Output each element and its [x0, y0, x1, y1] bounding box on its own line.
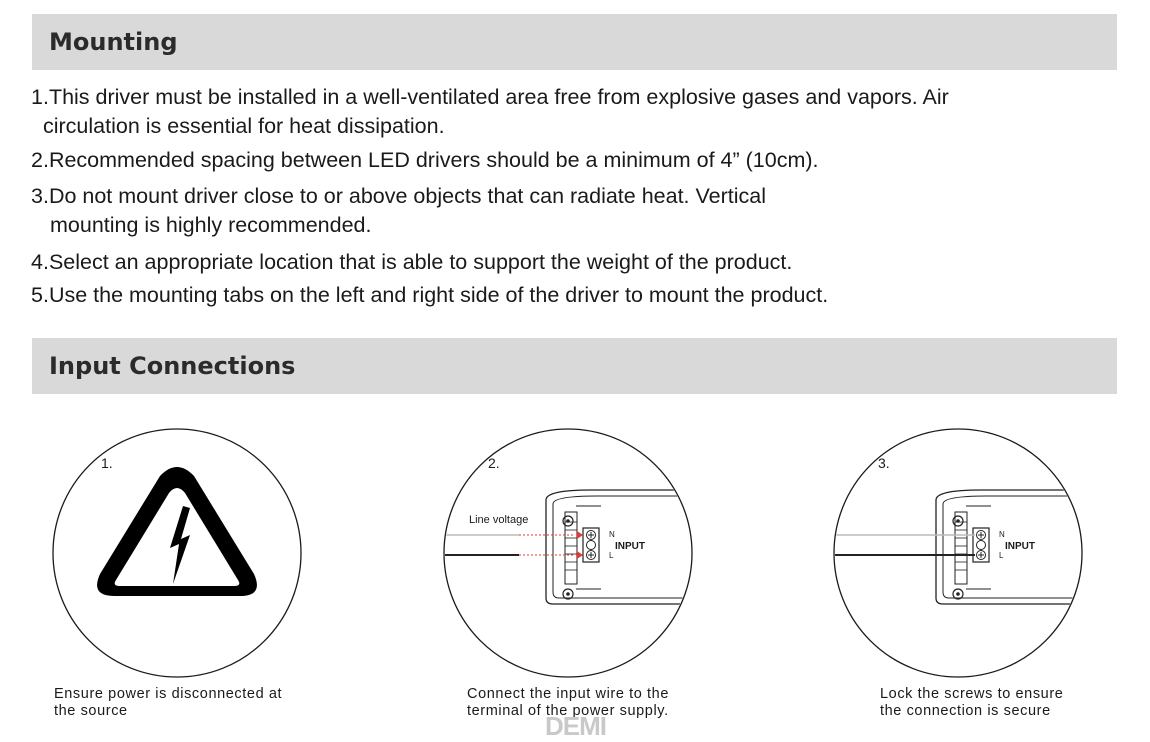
step-number: 3. [31, 184, 49, 208]
terminal-l-label: L [609, 551, 614, 560]
mounting-step-3 [31, 182, 766, 240]
high-voltage-warning-icon [97, 467, 257, 596]
watermark: DEMI [545, 711, 606, 741]
step-text-continued: circulation is essential for heat dissipation. [43, 114, 445, 138]
terminal-input-label: INPUT [1005, 541, 1035, 552]
diagram-caption: Ensure power is disconnected at the source [54, 686, 283, 719]
diagram-number: 1. [101, 455, 113, 471]
mounting-step-1 [31, 83, 949, 141]
terminal-input-label: INPUT [615, 541, 645, 552]
diagram-lock-screws [833, 428, 1083, 678]
step-number: 2. [31, 148, 49, 172]
mounting-step-4 [31, 248, 792, 277]
step-number: 1. [31, 85, 49, 109]
input-connections-title: Input Connections [49, 352, 296, 380]
diagram-number: 2. [488, 455, 500, 471]
terminal-n-label: N [999, 530, 1005, 539]
step-number: 4. [31, 250, 49, 274]
step-text: Recommended spacing between LED drivers should be a minimum of 4” (10cm). [48, 148, 819, 172]
step-text: Do not mount driver close to or above objects that can radiate heat. Vertical [48, 184, 767, 208]
driver-housing [833, 490, 1093, 604]
step-text: Select an appropriate location that is able to support the weight of the product. [48, 250, 793, 274]
mounting-title: Mounting [49, 28, 178, 56]
arrow-icon [577, 531, 583, 539]
diagram-caption: Lock the screws to ensure the connection is secure [880, 686, 1064, 719]
diagram-caption: Connect the input wire to the terminal of the power supply. [467, 686, 669, 719]
mounting-step-5 [31, 281, 828, 310]
step-number: 5. [31, 283, 49, 307]
step-text: Use the mounting tabs on the left and right side of the driver to mount the product. [48, 283, 829, 307]
terminal-n-label: N [609, 530, 615, 539]
terminal-l-label: L [999, 551, 1004, 560]
mounting-step-2 [31, 146, 819, 175]
line-voltage-label: Line voltage [469, 514, 529, 526]
diagram-connect-input-wire [443, 428, 693, 678]
driver-housing [443, 490, 703, 604]
arrow-icon [577, 551, 583, 559]
diagram-disconnect-power [52, 428, 302, 678]
step-text: This driver must be installed in a well-ventilated area free from explosive gases and vapors. Air [48, 85, 949, 109]
step-text-continued: mounting is highly recommended. [50, 213, 372, 237]
mounting-section-header [32, 14, 1117, 70]
input-connections-section-header [32, 338, 1117, 394]
diagram-number: 3. [878, 455, 890, 471]
